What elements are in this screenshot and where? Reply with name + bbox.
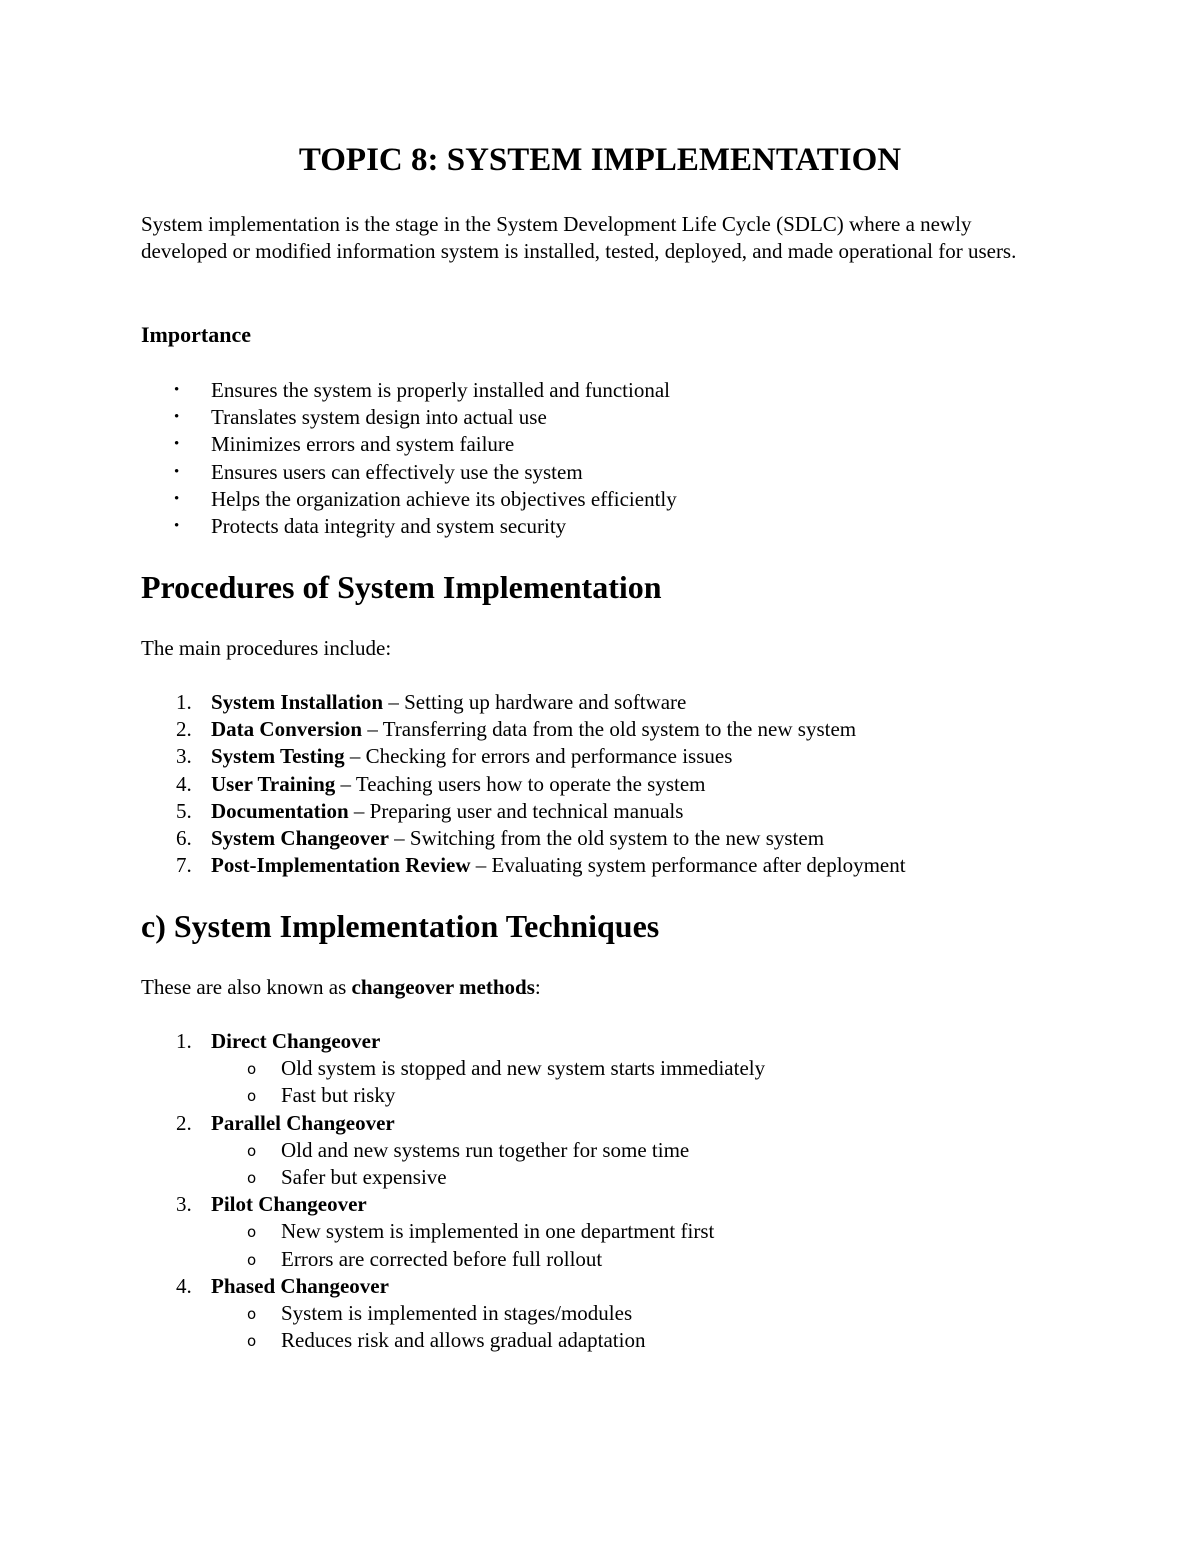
list-number: 4. xyxy=(176,771,192,796)
bullet-icon: • xyxy=(174,490,180,507)
list-item xyxy=(141,1028,765,1110)
list-item-text: Protects data integrity and system security xyxy=(211,514,567,539)
procedure-term: System Installation xyxy=(211,690,384,714)
list-number: 6. xyxy=(176,826,192,851)
bullet-icon: • xyxy=(174,463,180,480)
procedure-term: System Testing xyxy=(211,744,345,769)
sub-list-item xyxy=(211,1055,765,1082)
bullet-icon: • xyxy=(174,518,180,535)
list-item xyxy=(141,743,906,770)
list-item-text: Minimizes errors and system failure xyxy=(211,432,515,457)
sub-list-item xyxy=(211,1137,765,1164)
importance-heading: Importance xyxy=(141,322,251,347)
list-item-text: Helps the organization achieve its objectives efficiently xyxy=(211,486,677,511)
list-item xyxy=(141,459,677,486)
lead-text-end: : xyxy=(534,975,541,999)
list-number: 1. xyxy=(176,690,192,714)
method-name: Direct Changeover xyxy=(211,1029,381,1053)
list-number: 7. xyxy=(176,853,192,878)
procedure-description: – Transferring data from the old system to the new system xyxy=(362,717,857,742)
list-number: 3. xyxy=(176,744,192,769)
procedures-list xyxy=(141,689,906,879)
sub-list-item-text: Old and new systems run together for some time xyxy=(281,1137,690,1162)
list-item xyxy=(141,771,906,798)
procedure-term: Data Conversion xyxy=(211,717,363,742)
sub-list-item xyxy=(211,1300,765,1327)
list-item xyxy=(141,1110,765,1192)
procedure-description: – Teaching users how to operate the system xyxy=(335,771,706,796)
hollow-bullet-icon: o xyxy=(247,1060,257,1079)
list-item xyxy=(141,1273,765,1355)
method-points xyxy=(211,1300,765,1354)
procedure-term: Post-Implementation Review xyxy=(211,853,471,878)
hollow-bullet-icon: o xyxy=(247,1169,257,1188)
lead-bold-text: changeover methods xyxy=(351,975,535,999)
importance-list xyxy=(141,377,677,540)
page-title: TOPIC 8: SYSTEM IMPLEMENTATION xyxy=(298,142,902,178)
method-points xyxy=(211,1218,765,1272)
list-item xyxy=(141,513,677,540)
list-number: 4. xyxy=(176,1273,192,1298)
procedure-description: – Checking for errors and performance issues xyxy=(344,744,733,769)
list-item xyxy=(141,825,906,852)
sub-list-item-text: Reduces risk and allows gradual adaptation xyxy=(281,1328,646,1353)
bullet-icon: • xyxy=(174,382,180,398)
method-name: Parallel Changeover xyxy=(211,1110,395,1135)
sub-list-item-text: Old system is stopped and new system starts immediately xyxy=(281,1056,766,1081)
sub-list-item-text: Errors are corrected before full rollout xyxy=(281,1246,603,1271)
sub-list-item-text: Fast but risky xyxy=(281,1083,396,1108)
sub-list-item xyxy=(211,1246,765,1273)
method-points xyxy=(211,1137,765,1191)
techniques-lead xyxy=(141,974,541,1001)
bullet-icon: • xyxy=(174,436,180,453)
intro-paragraph: System implementation is the stage in the System Development Life Cycle (SDLC) where a newly developed or modified information system is installed, tested, deployed, and made operational for users. xyxy=(141,212,1017,263)
list-number: 3. xyxy=(176,1192,192,1217)
sub-list-item xyxy=(211,1218,765,1245)
list-item xyxy=(141,404,677,431)
sub-list-item-text: System is implemented in stages/modules xyxy=(281,1301,633,1326)
procedure-description: – Switching from the old system to the new system xyxy=(388,826,825,851)
list-item-text: Ensures users can effectively use the system xyxy=(211,459,583,484)
bullet-icon: • xyxy=(174,409,180,426)
hollow-bullet-icon: o xyxy=(247,1332,257,1351)
list-item xyxy=(141,377,677,404)
hollow-bullet-icon: o xyxy=(247,1223,257,1242)
list-item-text: Translates system design into actual use xyxy=(211,405,547,430)
hollow-bullet-icon: o xyxy=(247,1087,257,1106)
techniques-heading: c) System Implementation Techniques xyxy=(141,908,660,944)
list-number: 5. xyxy=(176,798,192,823)
procedure-description: – Preparing user and technical manuals xyxy=(348,798,684,823)
hollow-bullet-icon: o xyxy=(247,1141,257,1160)
sub-list-item xyxy=(211,1164,765,1191)
method-points xyxy=(211,1055,765,1109)
procedure-description: – Evaluating system performance after deployment xyxy=(470,853,906,878)
lead-text: These are also known as xyxy=(141,975,352,999)
list-number: 2. xyxy=(176,1110,192,1135)
list-number: 1. xyxy=(176,1029,192,1053)
procedure-term: Documentation xyxy=(211,798,349,823)
list-item xyxy=(141,689,906,716)
procedure-description: – Setting up hardware and software xyxy=(383,690,687,714)
list-item xyxy=(141,1191,765,1273)
hollow-bullet-icon: o xyxy=(247,1250,257,1269)
list-item xyxy=(141,798,906,825)
sub-list-item xyxy=(211,1327,765,1354)
sub-list-item-text: Safer but expensive xyxy=(281,1165,447,1190)
hollow-bullet-icon: o xyxy=(247,1305,257,1324)
list-item xyxy=(141,716,906,743)
method-name: Phased Changeover xyxy=(211,1273,389,1298)
list-item xyxy=(141,852,906,879)
method-name: Pilot Changeover xyxy=(211,1192,367,1217)
procedure-term: User Training xyxy=(211,771,336,796)
list-item xyxy=(141,486,677,513)
list-item-text: Ensures the system is properly installed and functional xyxy=(211,378,670,402)
sub-list-item-text: New system is implemented in one department first xyxy=(281,1219,715,1244)
procedures-lead: The main procedures include: xyxy=(141,636,392,660)
list-item xyxy=(141,431,677,458)
procedures-heading: Procedures of System Implementation xyxy=(141,569,662,605)
procedure-term: System Changeover xyxy=(211,826,389,851)
list-number: 2. xyxy=(176,717,192,742)
sub-list-item xyxy=(211,1082,765,1109)
techniques-list xyxy=(141,1028,765,1354)
